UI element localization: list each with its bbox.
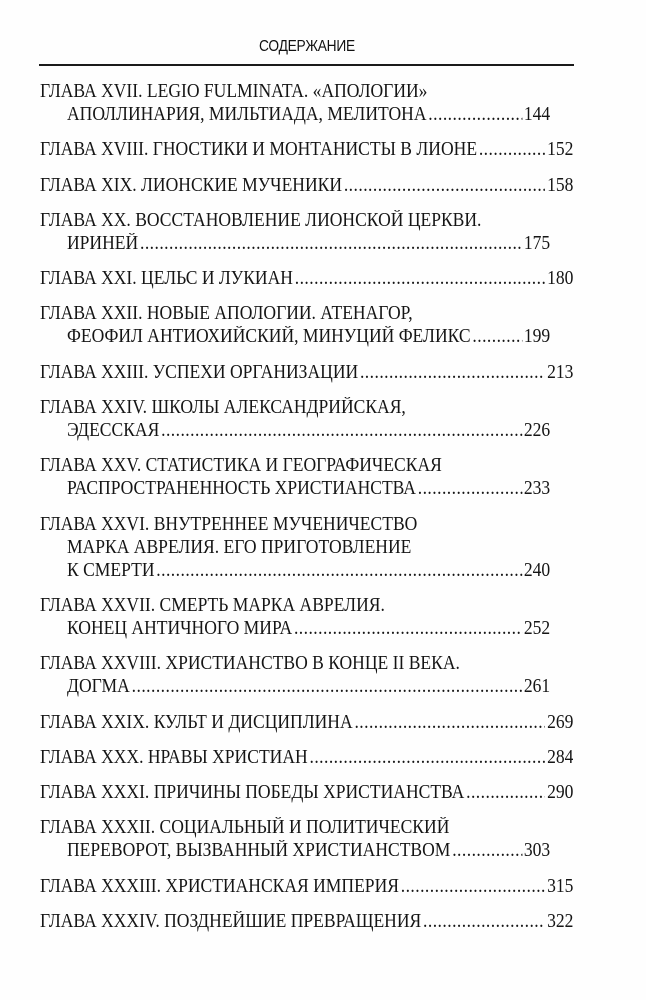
- toc-entry-ch19[interactable]: [40, 174, 573, 197]
- toc-entry-ch21[interactable]: [40, 267, 573, 290]
- toc-page-number: 322: [547, 911, 573, 933]
- toc-entry-title: ГЛАВА XVIII. ГНОСТИКИ И МОНТАНИСТЫ В ЛИОНЕ: [40, 139, 478, 161]
- toc-line: [40, 174, 573, 197]
- toc-line: [40, 617, 573, 640]
- dot-leader: [344, 174, 545, 197]
- toc-line: [40, 839, 573, 862]
- toc-entry-title: ГЛАВА XXI. ЦЕЛЬС И ЛУКИАН: [40, 268, 293, 290]
- toc-entry-ch24[interactable]: [40, 396, 573, 442]
- toc-line: [40, 536, 573, 559]
- toc-page-number: 226: [523, 420, 551, 442]
- toc-entry-title: ГЛАВА XXXIII. ХРИСТИАНСКАЯ ИМПЕРИЯ: [40, 875, 399, 897]
- toc-entry-ch32[interactable]: [40, 816, 573, 862]
- toc-entry-title: ГЛАВА XXXII. СОЦИАЛЬНЫЙ И ПОЛИТИЧЕСКИЙ: [40, 817, 450, 839]
- toc-line: [40, 138, 573, 161]
- toc-entry-title-cont: ФЕОФИЛ АНТИОХИЙСКИЙ, МИНУЦИЙ ФЕЛИКС: [67, 326, 471, 348]
- toc-page-number: 233: [523, 478, 551, 500]
- dot-leader: [418, 477, 522, 500]
- toc-line: [40, 80, 573, 103]
- dot-leader: [161, 419, 522, 442]
- toc-line: [40, 325, 573, 348]
- toc-entry-ch25[interactable]: [40, 454, 573, 500]
- toc-page-number: 252: [523, 617, 551, 639]
- toc-entry-title: ГЛАВА XXXIV. ПОЗДНЕЙШИЕ ПРЕВРАЩЕНИЯ: [40, 911, 422, 933]
- toc-line: [40, 675, 573, 698]
- toc-page-number: 261: [523, 676, 551, 698]
- toc-entry-title: ГЛАВА XXVI. ВНУТРЕННЕЕ МУЧЕНИЧЕСТВО: [40, 513, 418, 535]
- toc-line: [40, 652, 573, 675]
- dot-leader: [309, 746, 545, 769]
- toc-entry-title-cont: К СМЕРТИ: [67, 559, 155, 581]
- toc-line: [40, 396, 573, 419]
- dot-leader: [401, 875, 546, 898]
- toc-entry-ch34[interactable]: [40, 910, 573, 933]
- toc-page-number: 199: [523, 326, 551, 348]
- toc-entry-title: ГЛАВА XX. ВОССТАНОВЛЕНИЕ ЛИОНСКОЙ ЦЕРКВИ.: [40, 209, 482, 231]
- toc-page-number: 213: [547, 361, 573, 383]
- dot-leader: [472, 325, 522, 348]
- toc-page-number: 152: [547, 139, 573, 161]
- dot-leader: [479, 138, 545, 161]
- dot-leader: [294, 617, 522, 640]
- toc-entry-title: ГЛАВА XXIII. УСПЕХИ ОРГАНИЗАЦИИ: [40, 361, 359, 383]
- toc-entry-title: ГЛАВА XXX. НРАВЫ ХРИСТИАН: [40, 746, 308, 768]
- toc-entry-title: ГЛАВА XXIV. ШКОЛЫ АЛЕКСАНДРИЙСКАЯ,: [40, 397, 406, 419]
- toc-page-number: 315: [547, 875, 573, 897]
- dot-leader: [156, 559, 522, 582]
- toc-line: [40, 232, 573, 255]
- toc-line: [40, 781, 573, 804]
- toc-line: [40, 513, 573, 536]
- toc-line: [40, 302, 573, 325]
- toc-line: [40, 559, 573, 582]
- dot-leader: [295, 267, 546, 290]
- toc-entry-ch26[interactable]: [40, 513, 573, 582]
- toc-page-number: 180: [547, 268, 573, 290]
- dot-leader: [466, 781, 545, 804]
- dot-leader: [132, 675, 522, 698]
- toc-entry-title: ГЛАВА XXII. НОВЫЕ АПОЛОГИИ. АТЕНАГОР,: [40, 303, 413, 325]
- toc-line: [40, 267, 573, 290]
- toc-page-number: 240: [523, 559, 551, 581]
- toc-line: [40, 419, 573, 442]
- toc-entry-title: ГЛАВА XXV. СТАТИСТИКА И ГЕОГРАФИЧЕСКАЯ: [40, 455, 442, 477]
- toc-entry-ch20[interactable]: [40, 209, 573, 255]
- running-head-title: СОДЕРЖАНИЕ: [259, 38, 355, 55]
- toc-page-number: 284: [547, 746, 573, 768]
- toc-entry-title-cont: АПОЛЛИНАРИЯ, МИЛЬТИАДА, МЕЛИТОНА: [67, 104, 427, 125]
- toc-entry-ch33[interactable]: [40, 875, 573, 898]
- toc-line: [40, 209, 573, 232]
- toc-entry-title: ГЛАВА XXVIII. ХРИСТИАНСТВО В КОНЦЕ II ВЕКА.: [40, 653, 460, 675]
- toc-line: [40, 454, 573, 477]
- dot-leader: [354, 711, 545, 734]
- toc-entry-title-cont: ИРИНЕЙ: [67, 232, 139, 254]
- toc-line: [40, 875, 573, 898]
- toc-entry-ch17[interactable]: [40, 80, 573, 126]
- toc-entry-ch30[interactable]: [40, 746, 573, 769]
- dot-leader: [360, 361, 545, 384]
- toc-entry-ch22[interactable]: [40, 302, 573, 348]
- toc-entry-ch18[interactable]: [40, 138, 573, 161]
- toc-page-number: 290: [547, 782, 573, 804]
- toc-page-number: 158: [547, 174, 573, 196]
- toc-line: [40, 711, 573, 734]
- toc-line: [40, 746, 573, 769]
- toc-page-number: 303: [523, 840, 551, 862]
- toc-line: [40, 594, 573, 617]
- header-rule: [39, 64, 574, 66]
- toc-line: [40, 477, 573, 500]
- dot-leader: [140, 232, 522, 255]
- dot-leader: [428, 103, 522, 126]
- toc-line: [40, 361, 573, 384]
- toc-line: [40, 910, 573, 933]
- toc-entry-ch29[interactable]: [40, 711, 573, 734]
- toc-entry-title: ГЛАВА XXXI. ПРИЧИНЫ ПОБЕДЫ ХРИСТИАНСТВА: [40, 782, 465, 804]
- table-of-contents: [40, 80, 573, 945]
- toc-entry-title-cont: РАСПРОСТРАНЕННОСТЬ ХРИСТИАНСТВА: [67, 478, 416, 500]
- toc-page-number: 175: [523, 232, 551, 254]
- toc-entry-ch23[interactable]: [40, 361, 573, 384]
- toc-entry-title: ГЛАВА XXVII. СМЕРТЬ МАРКА АВРЕЛИЯ.: [40, 594, 385, 616]
- toc-line: [40, 816, 573, 839]
- dot-leader: [423, 910, 545, 933]
- toc-entry-ch31[interactable]: [40, 781, 573, 804]
- toc-entry-title: ГЛАВА XVII. LEGIO FULMINATA. «АПОЛОГИИ»: [40, 81, 428, 102]
- toc-entry-title-cont: ДОГМА: [67, 676, 130, 698]
- dot-leader: [452, 839, 522, 862]
- toc-entry-ch27[interactable]: [40, 594, 573, 640]
- toc-entry-title-cont: КОНЕЦ АНТИЧНОГО МИРА: [67, 617, 293, 639]
- toc-entry-ch28[interactable]: [40, 652, 573, 698]
- toc-page-number: 269: [547, 711, 573, 733]
- toc-page-number: 144: [523, 104, 551, 125]
- toc-line: [40, 103, 573, 126]
- toc-entry-title: ГЛАВА XIX. ЛИОНСКИЕ МУЧЕНИКИ: [40, 174, 343, 196]
- toc-entry-title: ГЛАВА XXIX. КУЛЬТ И ДИСЦИПЛИНА: [40, 711, 353, 733]
- toc-entry-title-cont: ПЕРЕВОРОТ, ВЫЗВАННЫЙ ХРИСТИАНСТВОМ: [67, 840, 451, 862]
- toc-entry-title-cont: ЭДЕССКАЯ: [67, 420, 160, 442]
- toc-entry-title-cont: МАРКА АВРЕЛИЯ. ЕГО ПРИГОТОВЛЕНИЕ: [67, 536, 412, 558]
